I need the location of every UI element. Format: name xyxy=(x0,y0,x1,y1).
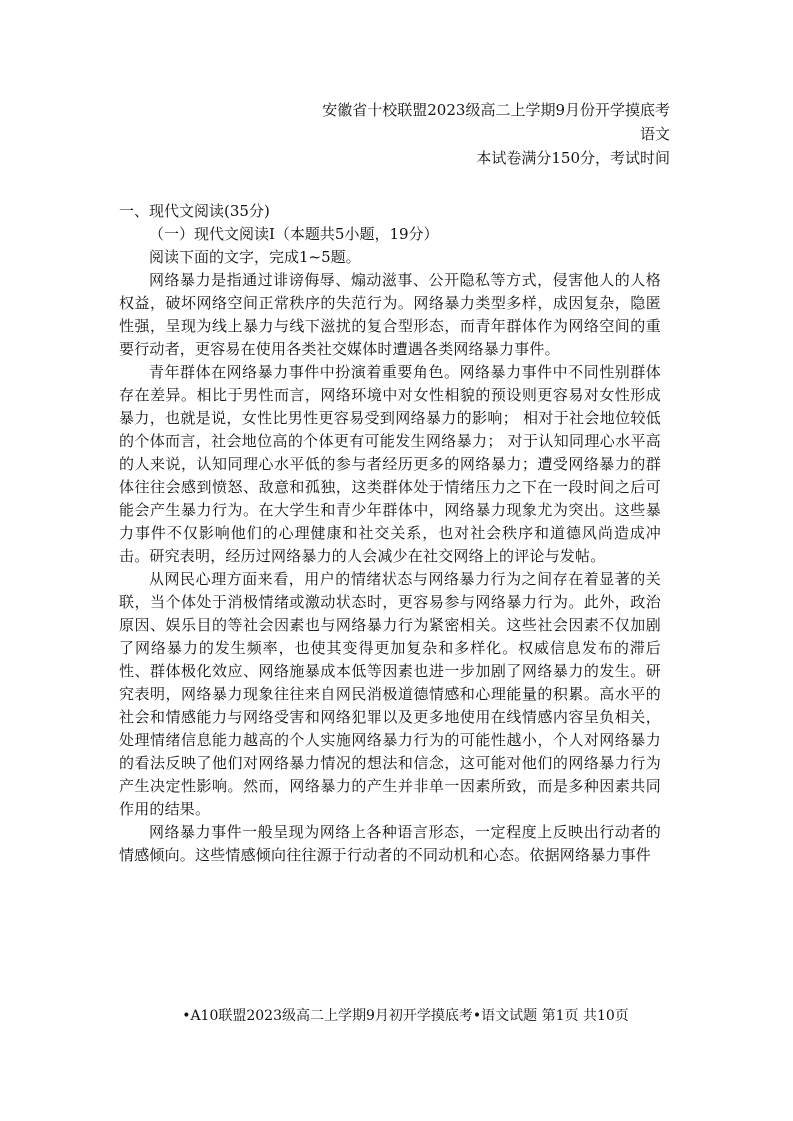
paragraph-1: 网络暴力是指通过诽谤侮辱、煽动滋事、公开隐私等方式，侵害他人的人格权益，破坏网络空间正常秩序的失范行为。网络暴力类型多样，成因复杂，隐匿性强，呈现为线上暴力与线下滋扰的复合型形态，而青年群体作为网络空间的重要行动者，更容易在使用各类社交媒体时遭遇各类网络暴力事件。 xyxy=(119,271,661,358)
reading-section xyxy=(119,200,661,867)
exam-header xyxy=(322,98,670,170)
section-title: 一、现代文阅读(35分) xyxy=(119,202,270,220)
paragraph-4: 网络暴力事件一般呈现为网络上各种语言形态，一定程度上反映出行动者的情感倾向。这些情感倾向往往源于行动者的不同动机和心态。依据网络暴力事件 xyxy=(119,823,661,864)
exam-title: 安徽省十校联盟2023级高二上学期9月份开学摸底考 xyxy=(322,101,670,119)
page-footer: •A10联盟2023级高二上学期9月初开学摸底考•语文试题 第1页 共10页 xyxy=(182,1008,629,1024)
subsection-title: （一）现代文阅读Ⅰ（本题共5小题，19分） xyxy=(149,225,439,243)
reading-instruction: 阅读下面的文字，完成1~5题。 xyxy=(149,248,361,266)
paragraph-2: 青年群体在网络暴力事件中扮演着重要角色。网络暴力事件中不同性别群体存在差异。相比于男性而言，网络环境中对女性相貌的预设则更容易对女性形成暴力，也就是说，女性比男性更容易受到网络暴力的影响； 相对于社会地位较低的个体而言，社会地位高的个体更有可能发生网络暴力； 对于认知同理心水平高的人来说，认知同理心水平低的参与者经历更多的网络暴力；遭受网络暴力的群体往往会感到愤怒、敌意和孤独，这类群体处于情绪压力之下在一段时间之后可能会产生暴力行为。在大学生和青少年群体中，网络暴力现象尤为突出。这些暴力事件不仅影响他们的心理健康和社交关系，也对社会秩序和道德风尚造成冲击。研究表明，经历过网络暴力的人会减少在社交网络上的评论与发帖。 xyxy=(119,363,661,565)
subject-label: 语文 xyxy=(639,125,670,143)
paragraph-3: 从网民心理方面来看，用户的情绪状态与网络暴力行为之间存在着显著的关联，当个体处于消极情绪或激动状态时，更容易参与网络暴力行为。此外，政治原因、娱乐目的等社会因素也与网络暴力行为紧密相关。这些社会因素不仅加剧了网络暴力的发生频率，也使其变得更加复杂和多样化。权威信息发布的滞后性、群体极化效应、网络施暴成本低等因素也进一步加剧了网络暴力的发生。研究表明，网络暴力现象往往来自网民消极道德情感和心理能量的积累。高水平的社会和情感能力与网络受害和网络犯罪以及更多地使用在线情感内容呈负相关，处理情绪信息能力越高的个人实施网络暴力行为的可能性越小，个人对网络暴力的看法反映了他们对网络暴力情况的想法和信念，这可能对他们的网络暴力行为产生决定性影响。然而，网络暴力的产生并非单一因素所致，而是多种因素共同作用的结果。 xyxy=(119,570,661,818)
exam-info: 本试卷满分150分，考试时间 xyxy=(476,149,670,167)
